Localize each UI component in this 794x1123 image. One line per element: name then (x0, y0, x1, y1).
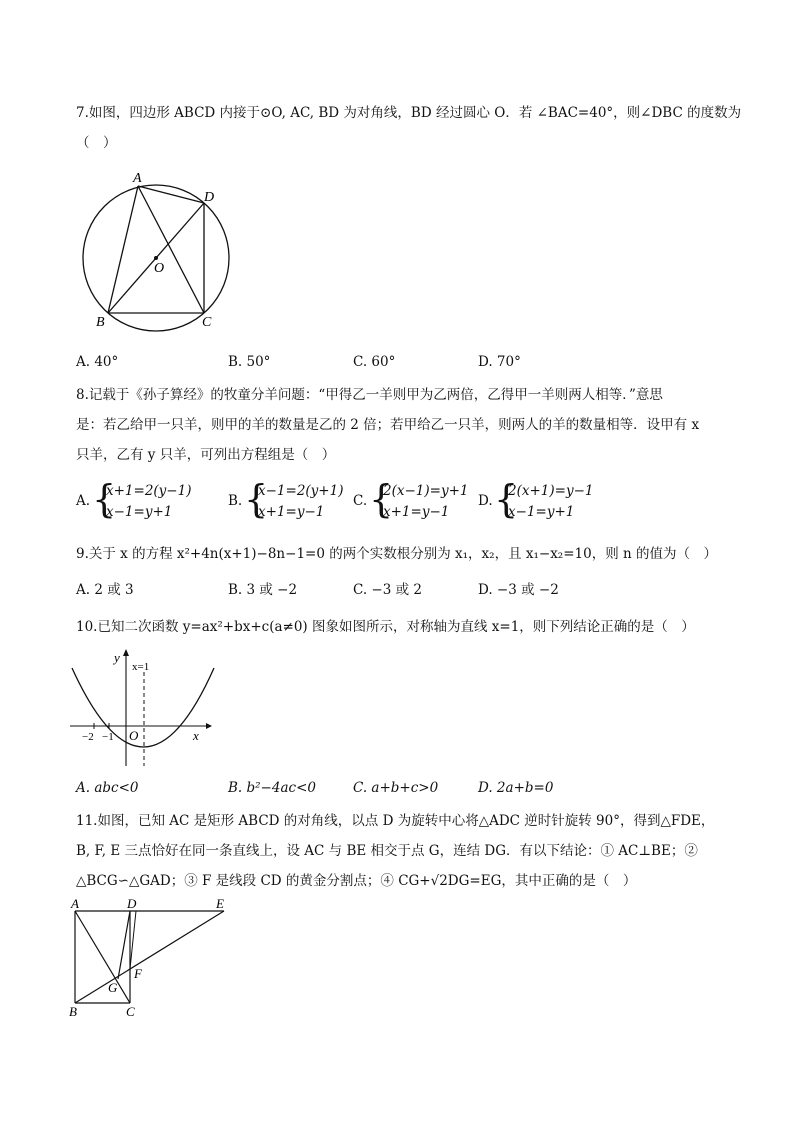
q7-stem-line1: 7.如图，四边形 ABCD 内接于⊙O, AC, BD 为对角线，BD 经过圆心 O．若 ∠BAC=40°，则∠DBC 的度数为 (76, 105, 742, 121)
label-f: F (134, 966, 142, 981)
side-ab (108, 186, 138, 313)
y-axis-arrow-icon (123, 649, 129, 656)
q11-stem-line1: 11.如图，已知 AC 是矩形 ABCD 的对角线，以点 D 为旋转中心将△ADC 逆时针旋转 90°，得到△FDE， (76, 813, 715, 829)
brace-icon: { (494, 477, 519, 521)
label-origin: O (129, 728, 139, 743)
segment-dg (118, 911, 130, 979)
label-e: E (216, 896, 224, 911)
label-d: D (127, 896, 137, 911)
label-g: G (108, 980, 118, 995)
segment-df-side (130, 911, 136, 969)
q11-rectangle-figure (66, 896, 234, 1018)
center-o-dot (154, 256, 158, 260)
side-da (138, 186, 204, 203)
q7-circle-figure (80, 168, 240, 332)
equation-2: x+1=y−1 (383, 504, 450, 520)
q8-stem-line1: 8.记载于《孙子算经》的牧童分羊问题：“甲得乙一羊则甲为乙两倍，乙得甲一羊则两人相等．”意思 (76, 387, 663, 403)
label-c: C (202, 315, 212, 330)
q10-option-a[interactable]: A. abc<0 (76, 780, 139, 796)
q7-option-b[interactable]: B. 50° (228, 354, 271, 370)
label-minus-1: −1 (102, 731, 114, 743)
option-label: B. (228, 493, 243, 509)
label-minus-2: −2 (82, 731, 94, 743)
label-x: x (193, 728, 199, 743)
q10-option-d[interactable]: D. 2a+b=0 (478, 780, 554, 796)
q7-option-c[interactable]: C. 60° (353, 354, 396, 370)
equation-2: x−1=y+1 (106, 504, 173, 520)
label-y: y (114, 650, 120, 665)
q9-option-b[interactable]: B. 3 或 −2 (228, 582, 298, 598)
label-a: A (133, 171, 142, 186)
q10-option-b[interactable]: B. b²−4ac<0 (228, 780, 316, 796)
q8-option-c[interactable] (353, 477, 483, 522)
q8-option-a[interactable] (76, 477, 226, 522)
option-label: D. (478, 493, 493, 509)
label-a: A (71, 896, 79, 911)
q8-option-d[interactable] (478, 477, 618, 522)
q9-option-c[interactable]: C. −3 或 2 (353, 582, 423, 598)
label-d: D (204, 190, 215, 205)
q7-option-d[interactable]: D. 70° (478, 354, 521, 370)
label-b: B (96, 315, 105, 330)
q8-stem-line3: 只羊，乙有 y 只羊，可列出方程组是（ ） (76, 447, 336, 463)
equation-2: x+1=y−1 (258, 504, 325, 520)
brace-icon: { (244, 477, 269, 521)
brace-icon: { (369, 477, 394, 521)
q9-stem: 9.关于 x 的方程 x²+4n(x+1)−8n−1=0 的两个实数根分别为 x₁，x₂，且 x₁−x₂=10，则 n 的值为（ ） (76, 546, 717, 562)
q7-stem-line2: （ ） (76, 135, 117, 151)
equation-2: x−1=y+1 (508, 504, 575, 520)
q8-stem-line2: 是：若乙给甲一只羊，则甲的羊的数量是乙的 2 倍；若甲给乙一只羊，则两人的羊的数量相等．设甲有 x (76, 417, 700, 433)
equation-1: x−1=2(y+1) (258, 483, 344, 499)
q11-stem-line3: △BCG∽△GAD；③ F 是线段 CD 的黄金分割点；④ CG+√2DG=EG，其中正确的是（ ） (76, 873, 637, 889)
q11-stem-line2: B, F, E 三点恰好在同一条直线上，设 AC 与 BE 相交于点 G，连结 DG．有以下结论：① AC⊥BE；② (76, 843, 698, 859)
x-axis-arrow-icon (206, 723, 212, 729)
q10-parabola-figure (66, 646, 226, 772)
label-c: C (126, 1004, 135, 1018)
diagonal-ac (138, 186, 204, 313)
segment-be (75, 911, 224, 1003)
q9-option-a[interactable]: A. 2 或 3 (76, 582, 134, 598)
q8-option-b[interactable] (228, 477, 358, 522)
option-label: A. (76, 493, 91, 509)
q10-option-c[interactable]: C. a+b+c>0 (353, 780, 439, 796)
brace-icon: { (92, 477, 117, 521)
equation-1: 2(x+1)=y−1 (508, 483, 594, 499)
q10-stem: 10.已知二次函数 y=ax²+bx+c(a≠0) 图象如图所示，对称轴为直线 x=1，则下列结论正确的是（ ） (76, 619, 695, 635)
equation-1: x+1=2(y−1) (106, 483, 192, 499)
q9-option-d[interactable]: D. −3 或 −2 (478, 582, 559, 598)
label-b: B (69, 1004, 77, 1018)
option-label: C. (353, 493, 368, 509)
label-o: O (154, 261, 165, 276)
q7-option-a[interactable]: A. 40° (76, 354, 119, 370)
label-x-eq-1: x=1 (132, 661, 150, 673)
equation-1: 2(x−1)=y+1 (383, 483, 469, 499)
